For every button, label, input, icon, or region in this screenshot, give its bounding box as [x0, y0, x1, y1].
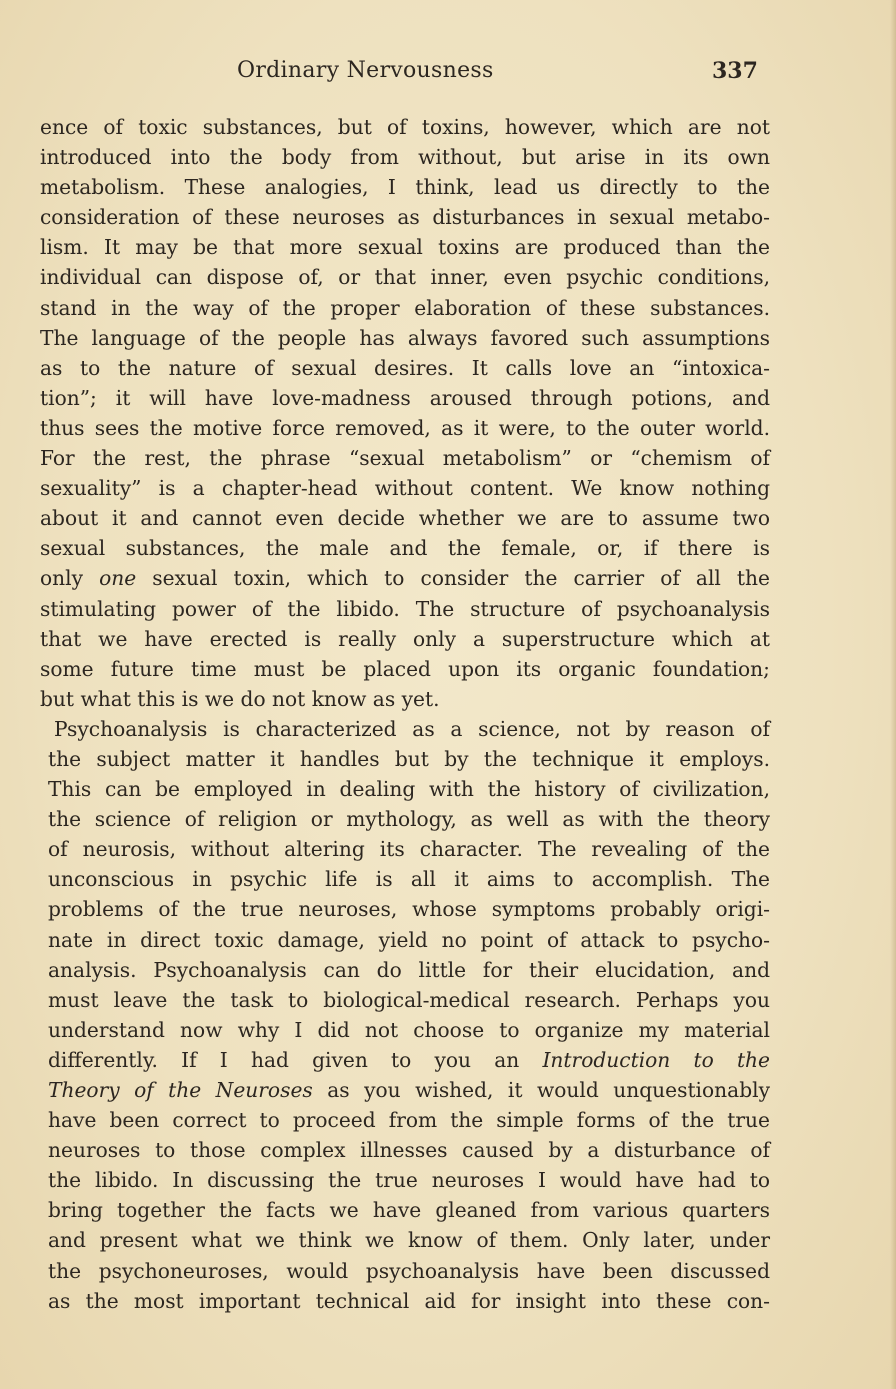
- text-line: The language of the people has always favored such assumptions: [40, 325, 770, 350]
- book-title-italic: Theory of the Neuroses: [48, 1078, 313, 1102]
- text-line: analysis. Psychoanalysis can do little for their elucidation, and: [48, 957, 770, 982]
- text-line: as to the nature of sexual desires. It calls love an “intoxica-: [40, 355, 770, 380]
- text-line: metabolism. These analogies, I think, lead us directly to the: [40, 175, 770, 200]
- text-line: problems of the true neuroses, whose symptoms probably origi-: [48, 897, 770, 922]
- text-line: the psychoneuroses, would psychoanalysis have been discussed: [48, 1258, 770, 1283]
- text-line-mixed: [48, 1075, 770, 1105]
- text-line: the subject matter it handles but by the technique it employs.: [48, 746, 770, 771]
- text-line: thus sees the motive force removed, as it were, to the outer world.: [40, 415, 770, 440]
- paragraph-first-line: Psychoanalysis is characterized as a science, not by reason of: [54, 716, 770, 741]
- text-line: the science of religion or mythology, as well as with the theory: [48, 807, 770, 832]
- text-line: tion”; it will have love-madness aroused through potions, and: [40, 385, 770, 410]
- page-number: 337: [712, 58, 758, 84]
- text-line-mixed: [48, 1045, 770, 1075]
- text-line: nate in direct toxic damage, yield no point of attack to psycho-: [48, 927, 770, 952]
- text-line: For the rest, the phrase “sexual metabolism” or “chemism of: [40, 446, 770, 471]
- text-line: as the most important technical aid for insight into these con-: [48, 1288, 770, 1313]
- text-line: about it and cannot even decide whether we are to assume two: [40, 506, 770, 531]
- text-line: of neurosis, without altering its character. The revealing of the: [48, 837, 770, 862]
- text-run: differently. If I had given to you an: [48, 1047, 543, 1072]
- text-line: neuroses to those complex illnesses caused by a disturbance of: [48, 1138, 770, 1163]
- text-line: must leave the task to biological-medical research. Perhaps you: [48, 987, 770, 1012]
- text-line: lism. It may be that more sexual toxins are produced than the: [40, 235, 770, 260]
- text-line: the libido. In discussing the true neuroses I would have had to: [48, 1168, 770, 1193]
- text-line-mixed: [40, 563, 770, 593]
- text-line: have been correct to proceed from the simple forms of the true: [48, 1108, 770, 1133]
- text-line: consideration of these neuroses as disturbances in sexual metabo-: [40, 205, 770, 230]
- page-header: [0, 58, 896, 88]
- text-run: sexual toxin, which to consider the carrier of all the: [136, 566, 770, 591]
- text-line: stand in the way of the proper elaboration of these substances.: [40, 295, 770, 320]
- text-run: as you wished, it would unquestionably: [312, 1078, 770, 1102]
- emphasis: one: [99, 566, 137, 591]
- text-line: sexuality” is a chapter-head without content. We know nothing: [40, 476, 770, 501]
- text-line: that we have erected is really only a superstructure which at: [40, 626, 770, 651]
- text-line: bring together the facts we have gleaned from various quarters: [48, 1198, 770, 1223]
- text-line: understand now why I did not choose to organize my material: [48, 1017, 770, 1042]
- book-title-italic: Introduction to the: [542, 1047, 770, 1072]
- text-line: and present what we think we know of them. Only later, under: [48, 1228, 770, 1253]
- body-text: [40, 112, 770, 1316]
- text-line: ence of toxic substances, but of toxins, however, which are not: [40, 115, 770, 139]
- paragraph-last-line: but what this is we do not know as yet.: [40, 686, 440, 711]
- text-line: unconscious in psychic life is all it aims to accomplish. The: [48, 867, 770, 892]
- text-line: This can be employed in dealing with the history of civilization,: [48, 777, 770, 802]
- text-line: stimulating power of the libido. The structure of psychoanalysis: [40, 596, 770, 621]
- text-line: individual can dispose of, or that inner, even psychic conditions,: [40, 265, 770, 290]
- running-head: Ordinary Nervousness: [237, 58, 494, 83]
- text-line: some future time must be placed upon its organic foundation;: [40, 656, 770, 681]
- text-line: introduced into the body from without, but arise in its own: [40, 145, 770, 170]
- text-line: sexual substances, the male and the female, or, if there is: [40, 536, 770, 561]
- text-run: only: [40, 566, 100, 591]
